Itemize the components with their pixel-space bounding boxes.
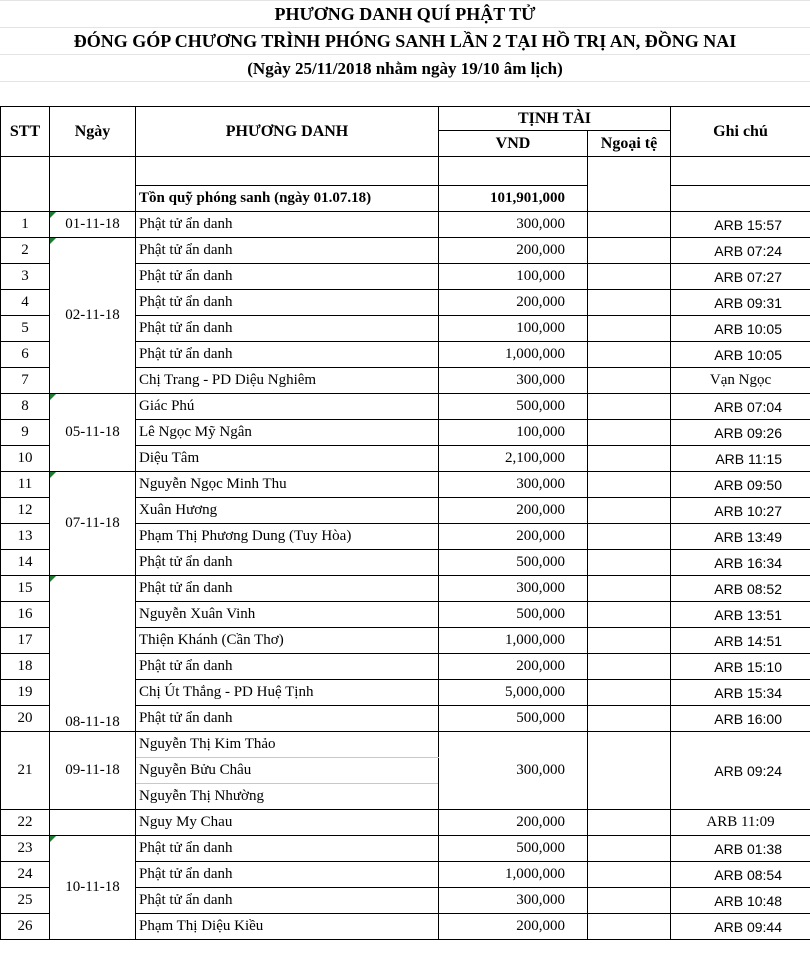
table-row[interactable]: 3 Phật tử ẩn danh 100,000 ARB 07:27: [1, 264, 810, 290]
table-row[interactable]: Nguyễn Bửu Châu: [1, 758, 810, 784]
col-header-amount-group: TỊNH TÀI: [439, 107, 671, 131]
table-row[interactable]: 22 Nguy My Chau 200,000 ARB 11:09: [1, 810, 810, 836]
table-row[interactable]: 4 Phật tử ẩn danh 200,000 ARB 09:31: [1, 290, 810, 316]
table-row[interactable]: 25 Phật tử ẩn danh 300,000 ARB 10:48: [1, 888, 810, 914]
table-row[interactable]: 10 Diệu Tâm 2,100,000 ARB 11:15: [1, 446, 810, 472]
date-cell: 05-11-18: [50, 394, 136, 472]
balance-label: Tồn quỹ phóng sanh (ngày 01.07.18): [136, 186, 439, 212]
comment-marker-icon: [50, 238, 56, 244]
table-row[interactable]: 6 Phật tử ẩn danh 1,000,000 ARB 10:05: [1, 342, 810, 368]
sheet-gridline: [0, 54, 810, 55]
table-row[interactable]: 5 Phật tử ẩn danh 100,000 ARB 10:05: [1, 316, 810, 342]
comment-marker-icon: [50, 836, 56, 842]
date-cell: 07-11-18: [50, 472, 136, 576]
sheet-gridline: [0, 27, 810, 28]
balance-vnd: 101,901,000: [439, 186, 588, 212]
col-header-stt: STT: [1, 107, 50, 157]
balance-row: [1, 186, 810, 212]
col-header-date: Ngày: [50, 107, 136, 157]
table-row[interactable]: 13 Phạm Thị Phương Dung (Tuy Hòa) 200,000 ARB 13:49: [1, 524, 810, 550]
col-header-name: PHƯƠNG DANH: [136, 107, 439, 157]
table-row[interactable]: 23 10-11-18 Phật tử ẩn danh 500,000 ARB 01:38: [1, 836, 810, 862]
date-cell: 09-11-18: [50, 732, 136, 810]
col-header-vnd: VND: [439, 131, 588, 157]
table-row[interactable]: 17 Thiện Khánh (Cần Thơ) 1,000,000 ARB 14:51: [1, 628, 810, 654]
col-header-note: Ghi chú: [671, 107, 810, 157]
table-row[interactable]: 12 Xuân Hương 200,000 ARB 10:27: [1, 498, 810, 524]
table-row[interactable]: 19 Chị Út Thắng - PD Huệ Tịnh 5,000,000 ARB 15:34: [1, 680, 810, 706]
sheet-title: PHƯƠNG DANH QUÍ PHẬT TỬ: [274, 4, 536, 24]
comment-marker-icon: [50, 472, 56, 478]
table-row[interactable]: 26 Phạm Thị Diệu Kiều 200,000 ARB 09:44: [1, 914, 810, 940]
table-row[interactable]: 1 01-11-18 Phật tử ẩn danh 300,000 ARB 15:57: [1, 212, 810, 238]
col-header-foreign: Ngoại tệ: [588, 131, 671, 157]
table-row[interactable]: 24 Phật tử ẩn danh 1,000,000 ARB 08:54: [1, 862, 810, 888]
sheet-subtitle: ĐÓNG GÓP CHƯƠNG TRÌNH PHÓNG SANH LẦN 2 TẠI HỒ TRỊ AN, ĐỒNG NAI: [73, 31, 737, 51]
table-row[interactable]: 8 05-11-18 Giác Phú 500,000 ARB 07:04: [1, 394, 810, 420]
sheet-gridline: [0, 81, 810, 82]
table-row[interactable]: 15 08-11-18 Phật tử ẩn danh 300,000 ARB 08:52: [1, 576, 810, 602]
date-cell: 10-11-18: [50, 836, 136, 940]
comment-marker-icon: [50, 394, 56, 400]
table-row[interactable]: 16 Nguyễn Xuân Vinh 500,000 ARB 13:51: [1, 602, 810, 628]
table-row[interactable]: 9 Lê Ngọc Mỹ Ngân 100,000 ARB 09:26: [1, 420, 810, 446]
table-row[interactable]: 2 02-11-18 Phật tử ẩn danh 200,000 ARB 07:24: [1, 238, 810, 264]
table-row[interactable]: 20 Phật tử ẩn danh 500,000 ARB 16:00: [1, 706, 810, 732]
table-row[interactable]: 18 Phật tử ẩn danh 200,000 ARB 15:10: [1, 654, 810, 680]
donation-table: [0, 106, 810, 940]
table-row[interactable]: 14 Phật tử ẩn danh 500,000 ARB 16:34: [1, 550, 810, 576]
date-cell: 02-11-18: [50, 238, 136, 394]
spacer-row: [1, 157, 810, 186]
sheet-date-line: (Ngày 25/11/2018 nhằm ngày 19/10 âm lịch): [247, 59, 563, 78]
table-row[interactable]: Nguyễn Thị Nhường: [1, 784, 810, 810]
sheet-gridline: [0, 0, 810, 1]
table-row[interactable]: 21 09-11-18 Nguyễn Thị Kim Thảo 300,000 ARB 09:24: [1, 732, 810, 758]
date-cell: 08-11-18: [50, 576, 136, 732]
table-row[interactable]: 7 Chị Trang - PD Diệu Nghiêm 300,000 Vạn Ngọc: [1, 368, 810, 394]
foreign-cell: [588, 212, 671, 238]
date-cell: 01-11-18: [50, 212, 136, 238]
comment-marker-icon: [50, 212, 56, 218]
comment-marker-icon: [50, 576, 56, 582]
table-row[interactable]: 11 07-11-18 Nguyễn Ngọc Minh Thu 300,000 ARB 09:50: [1, 472, 810, 498]
